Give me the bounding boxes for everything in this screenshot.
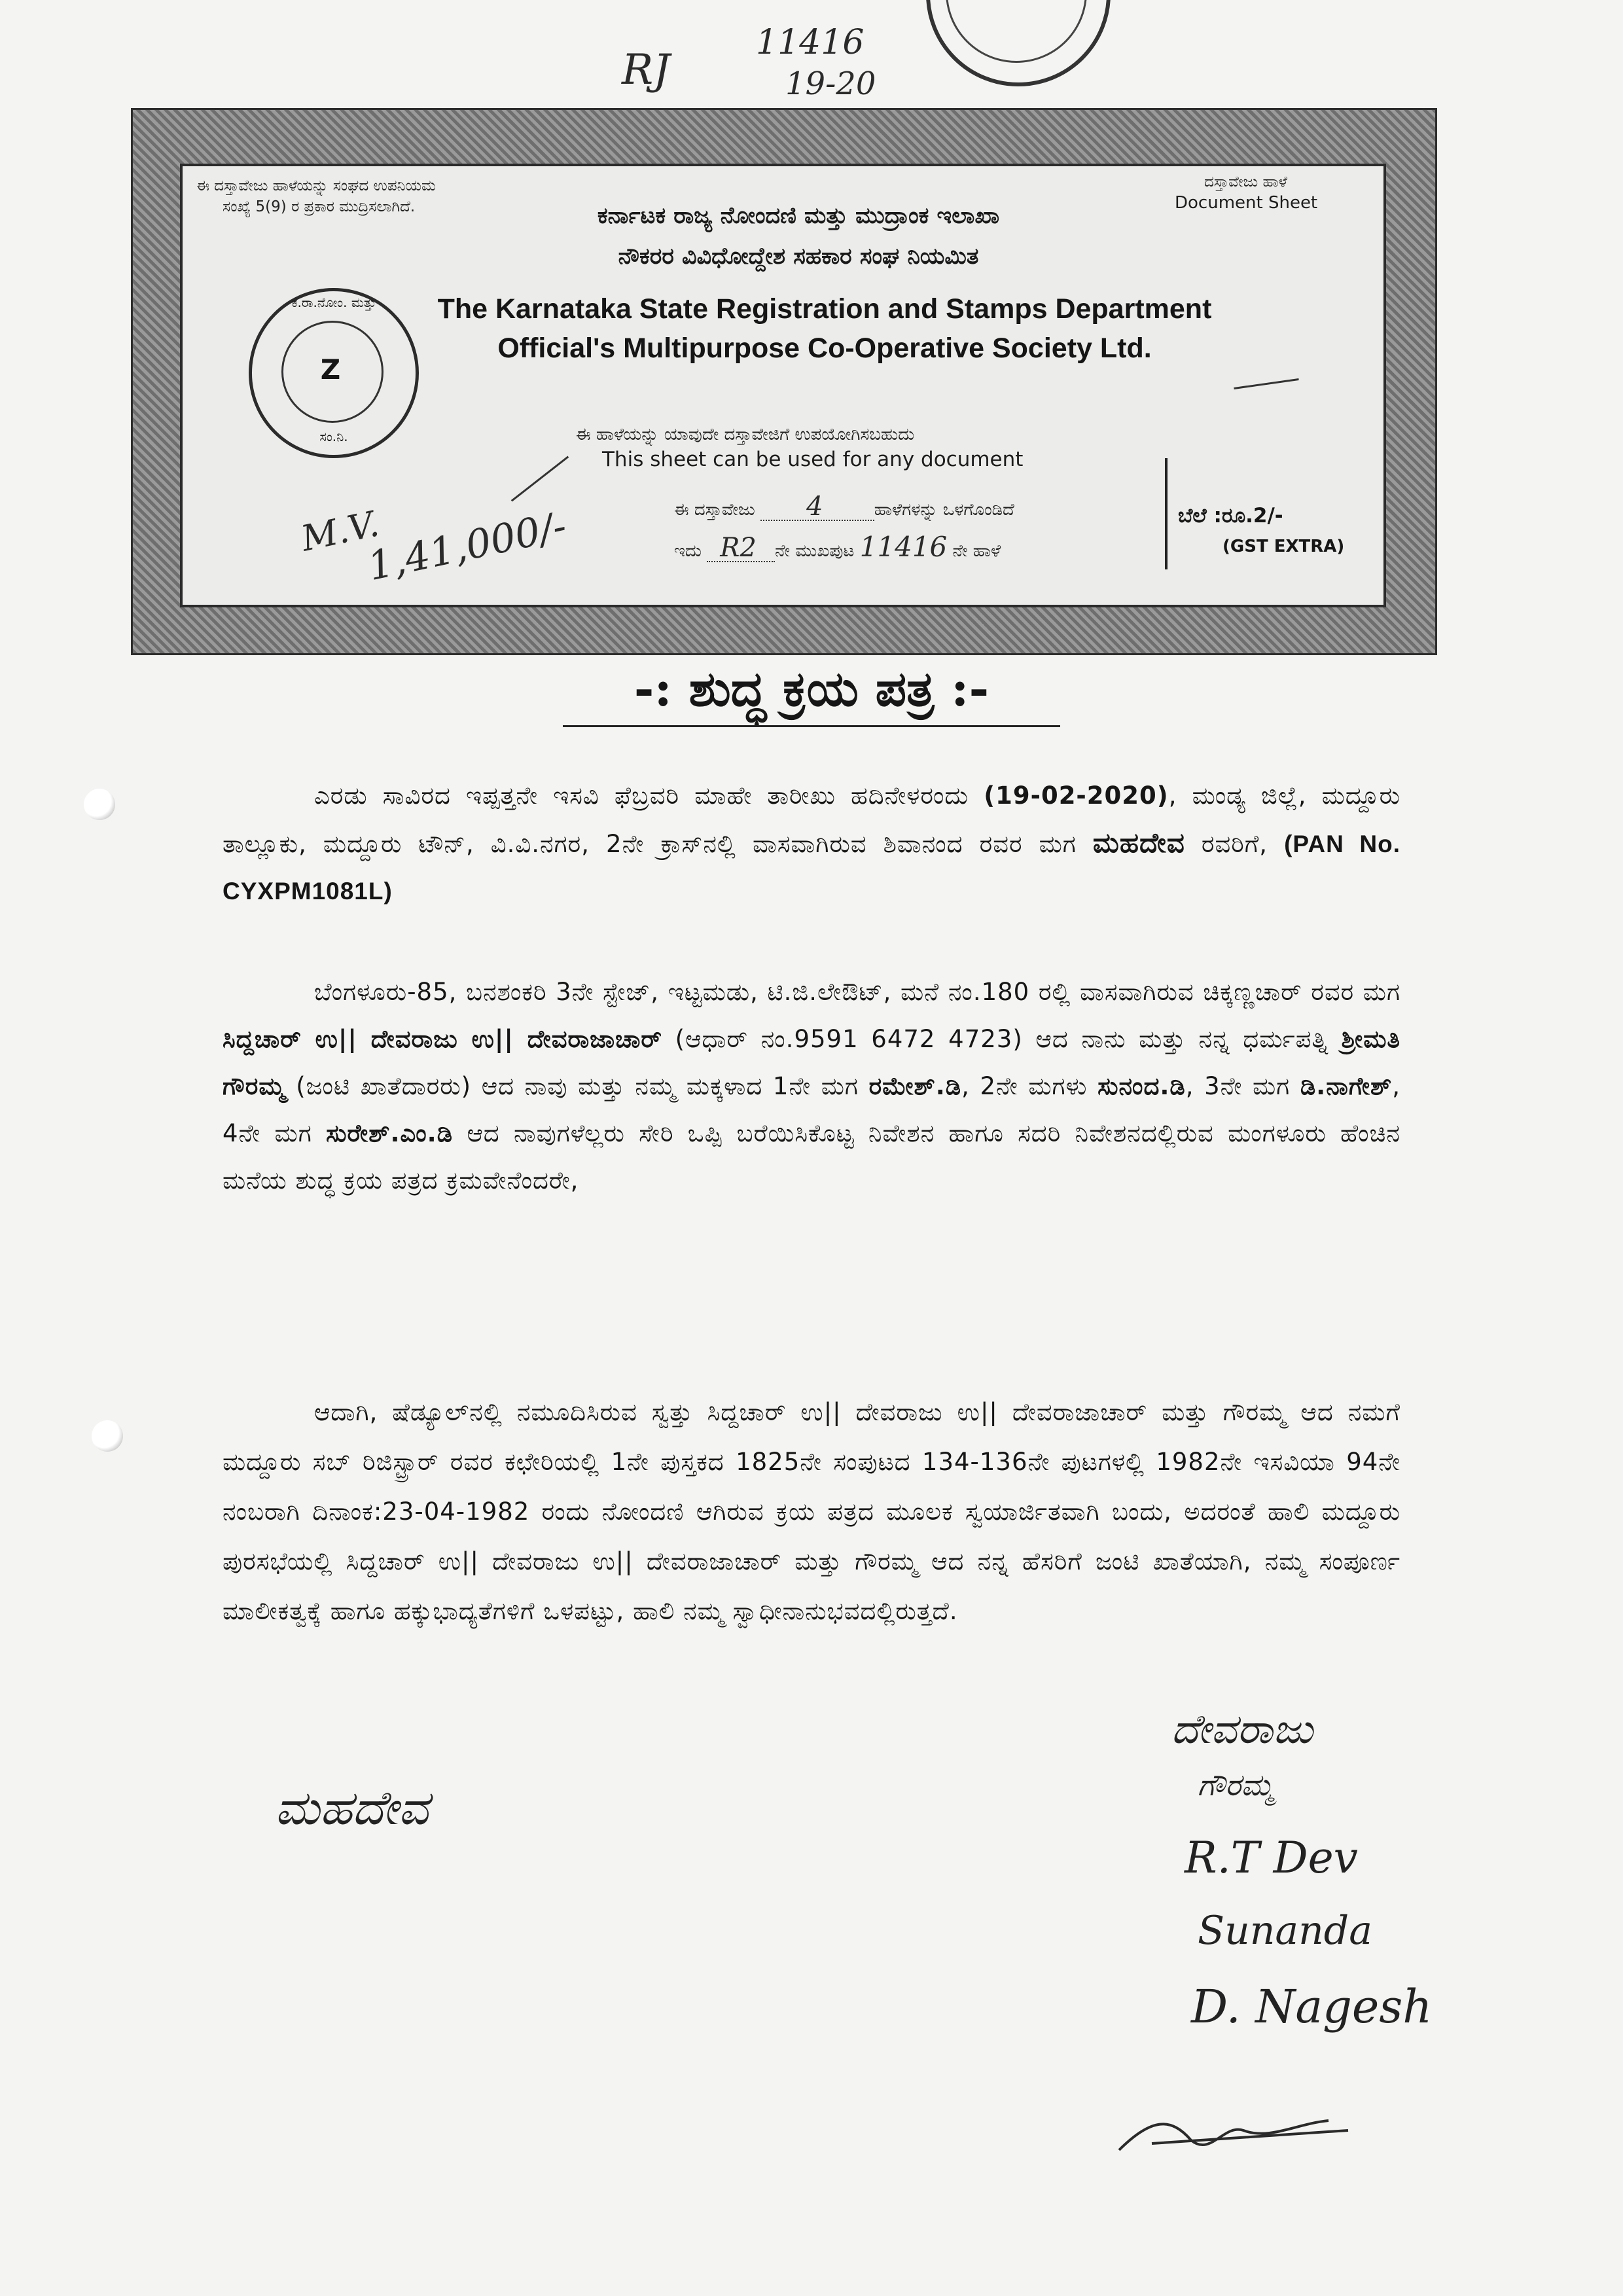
sheet-kn-title-2: ನೌಕರರ ವಿವಿಧೋದ್ದೇಶ ಸಹಕಾರ ಸಂಘ ನಿಯಮಿತ <box>618 243 979 270</box>
seller-name: ಸಿದ್ದಚಾರ್ ಉ|| ದೇವರಾಜು ಉ|| ದೇವರಾಜಾಚಾರ್ <box>223 1025 662 1053</box>
punch-hole-bottom <box>92 1420 123 1452</box>
sheet-en-title-2: Official's Multipurpose Co-Operative Society Ltd. <box>497 332 1152 364</box>
signature-seller-4: Sunanda <box>1198 1908 1372 1954</box>
pages-count: 4 <box>806 492 823 522</box>
son-3-name: ಡಿ.ನಾಗೇಶ್ <box>1300 1072 1393 1100</box>
seal-text-bottom: ಸಂ.ನಿ. <box>319 429 348 444</box>
handwritten-initials: RJ <box>622 46 670 94</box>
sheet-gst-note: (GST EXTRA) <box>1222 537 1345 556</box>
handwritten-date: 19-20 <box>785 65 876 102</box>
sheet-number-line: ಇದು R2 ನೇ ಮುಖಪುಟ 11416 ನೇ ಹಾಳೆ <box>674 531 1001 563</box>
sheet-right-label-kn: ದಸ್ತಾವೇಜು ಹಾಳೆ <box>1204 173 1288 190</box>
buyer-name: ಮಹದೇವ <box>1092 827 1185 859</box>
usage-note-kn: ಈ ಹಾಳೆಯನ್ನು ಯಾವುದೇ ದಸ್ತಾವೇಜಿಗೆ ಉಪಯೋಗಿಸಬಹುದು <box>576 425 915 444</box>
sheet-left-note: ಈ ದಸ್ತಾವೇಜು ಹಾಳೆಯನ್ನು ಸಂಘದ ಉಪನಿಯಮ ಸಂಖ್ಯೆ 5(9) ರ ಪ್ರಕಾರ ಮುದ್ರಿಸಲಾಗಿದೆ. <box>196 177 436 215</box>
seal-text-top: ಕ.ರಾ.ನೋಂ. ಮತ್ತು <box>291 295 376 310</box>
price-divider <box>1165 458 1168 569</box>
signature-seller-3: R.T Dev <box>1185 1833 1358 1883</box>
sheet-kn-title-1: ಕರ್ನಾಟಕ ರಾಜ್ಯ ನೋಂದಣಿ ಮತ್ತು ಮುದ್ರಾಂಕ ಇಲಾಖಾ <box>597 203 1000 229</box>
handwritten-number: 11416 <box>756 23 865 62</box>
punch-hole-top <box>84 789 115 820</box>
sheet-en-title-1: The Karnataka State Registration and Stamps Department <box>437 293 1212 325</box>
usage-note-en: This sheet can be used for any document <box>602 448 1024 471</box>
sheet-no-handwritten: 11416 <box>859 531 948 563</box>
document-title: -: ಶುದ್ಧ ಕ್ರಯ ಪತ್ರ :- <box>633 661 990 717</box>
wife-name: ಶ್ರೀಮತಿ ಗೌರಮ್ಮ <box>223 1025 1400 1100</box>
handwritten-amount: 1,41,000/- <box>364 503 571 590</box>
sheet-no-value: R2 <box>720 533 757 563</box>
title-underline <box>563 725 1060 727</box>
sheet-price: ಬೆಲೆ :ರೂ.2/- <box>1178 504 1283 528</box>
signature-seller-1: ದೇವರಾಜು <box>1171 1705 1313 1753</box>
paragraph-2: ಬೆಂಗಳೂರು-85, ಬನಶಂಕರಿ 3ನೇ ಸ್ಟೇಜ್, ಇಟ್ಟಮಡು, ಟಿ.ಜಿ.ಲೇಔಟ್, ಮನೆ ನಂ.180 ರಲ್ಲಿ ವಾಸವಾಗಿರುವ ಚಿಕ್ಕಣ್ಣಚಾರ್ ರವರ ಮಗ ಸಿದ್ದಚಾರ್ ಉ|| ದೇವರಾಜು ಉ|| ದೇವರಾಜಾಚಾರ್ (ಆಧಾರ್ ನಂ.9591 6472 4723) ಆದ ನಾನು ಮತ್ತು ನನ್ನ ಧರ್ಮಪತ್ನಿ ಶ್ರೀಮತಿ ಗೌರಮ್ಮ (ಜಂಟಿ ಖಾತೆದಾರರು) ಆದ ನಾವು ಮತ್ತು ನಮ್ಮ ಮಕ್ಕಳಾದ 1ನೇ ಮಗ ರಮೇಶ್.ಡಿ, 2ನೇ ಮಗಳು ಸುನಂದ.ಡಿ, 3ನೇ ಮಗ ಡಿ.ನಾಗೇಶ್, 4ನೇ ಮಗ ಸುರೇಶ್.ಎಂ.ಡಿ ಆದ ನಾವುಗಳೆಲ್ಲರು ಸೇರಿ ಒಪ್ಪಿ ಬರೆಯಿಸಿಕೊಟ್ಟ ನಿವೇಶನ ಹಾಗೂ ಸದರಿ ನಿವೇಶನದಲ್ಲಿರುವ ಮಂಗಳೂರು ಹೆಂಚಿನ ಮನೆಯ ಶುದ್ಧ ಕ್ರಯ ಪತ್ರದ ಕ್ರಮವೇನೆಂದರೇ, <box>223 978 1401 1194</box>
signature-buyer: ಮಹದೇವ <box>275 1780 429 1835</box>
pan-number: (PAN No. CYXPM1081L) <box>223 831 1400 905</box>
daughter-name: ಸುನಂದ.ಡಿ <box>1097 1072 1186 1100</box>
signature-seller-5: D. Nagesh <box>1191 1980 1433 2034</box>
handwritten-mv: M.V. <box>297 503 383 560</box>
seal-letter: Z <box>320 353 341 386</box>
signature-seller-2: ಗೌರಮ್ಮ <box>1198 1767 1274 1803</box>
date-figure: (19-02-2020) <box>984 781 1169 810</box>
signature-scrawl <box>1113 2104 1361 2163</box>
paragraph-3: ಆದಾಗಿ, ಷೆಡ್ಯೂಲ್‌ನಲ್ಲಿ ನಮೂದಿಸಿರುವ ಸ್ವತ್ತು ಸಿದ್ದಚಾರ್ ಉ|| ದೇವರಾಜು ಉ|| ದೇವರಾಜಾಚಾರ್ ಮತ್ತು ಗೌರಮ್ಮ ಆದ ನಮಗೆ ಮದ್ದೂರು ಸಬ್ ರಿಜಿಸ್ಟ್ರಾರ್ ರವರ ಕಛೇರಿಯಲ್ಲಿ 1ನೇ ಪುಸ್ತಕದ 1825ನೇ ಸಂಪುಟದ 134-136ನೇ ಪುಟಗಳಲ್ಲಿ 1982ನೇ ಇಸವಿಯಾ 94ನೇ ನಂಬರಾಗಿ ದಿನಾಂಕ:23-04-1982 ರಂದು ನೋಂದಣಿ ಆಗಿರುವ ಕ್ರಯ ಪತ್ರದ ಮೂಲಕ ಸ್ವಯಾರ್ಜಿತವಾಗಿ ಬಂದು, ಅದರಂತೆ ಹಾಲಿ ಮದ್ದೂರು ಪುರಸಭೆಯಲ್ಲಿ ಸಿದ್ದಚಾರ್ ಉ|| ದೇವರಾಜು ಉ|| ದೇವರಾಜಾಚಾರ್ ಮತ್ತು ಗೌರಮ್ಮ ಆದ ನನ್ನ ಹೆಸರಿಗೆ ಜಂಟಿ ಖಾತೆಯಾಗಿ, ನಮ್ಮ ಸಂಪೂರ್ಣ ಮಾಲೀಕತ್ವಕ್ಕೆ ಹಾಗೂ ಹಕ್ಕುಭಾದ್ಯತೆಗಳಿಗೆ ಒಳಪಟ್ಟು, ಹಾಲಿ ನಮ್ಮ ಸ್ವಾಧೀನಾನುಭವದಲ್ಲಿರುತ್ತದೆ. <box>223 1398 1400 1625</box>
paragraph-1: ಎರಡು ಸಾವಿರದ ಇಪ್ಪತ್ತನೇ ಇಸವಿ ಫೆಬ್ರವರಿ ಮಾಹೇ ತಾರೀಖು ಹದಿನೇಳರಂದು (19-02-2020), ಮಂಡ್ಯ ಜಿಲ್ಲೆ, ಮದ್ದೂರು ತಾಲ್ಲೂಕು, ಮದ್ದೂರು ಟೌನ್, ವಿ.ವಿ.ನಗರ, 2ನೇ ಕ್ರಾಸ್‌ನಲ್ಲಿ ವಾಸವಾಗಿರುವ ಶಿವಾನಂದ ರವರ ಮಗ ಮಹದೇವ ರವರಿಗೆ, (PAN No. CYXPM1081L) <box>223 781 1400 905</box>
son-1-name: ರಮೇಶ್.ಡಿ <box>868 1072 962 1100</box>
sheet-right-label-en: Document Sheet <box>1175 193 1318 213</box>
pages-line: ಈ ದಸ್ತಾವೇಜು 4 ಹಾಳೆಗಳನ್ನು ಒಳಗೊಂಡಿದೆ <box>674 492 1014 522</box>
son-4-name: ಸುರೇಶ್.ಎಂ.ಡಿ <box>326 1119 454 1147</box>
